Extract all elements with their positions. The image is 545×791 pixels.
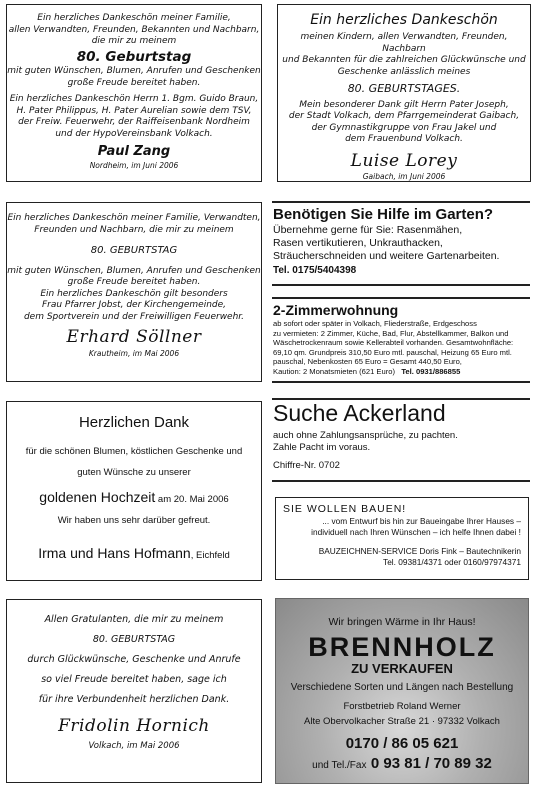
drafting-service-ad bbox=[275, 497, 529, 580]
divider bbox=[272, 284, 530, 286]
intro-line: Geschenke anlässlich meines bbox=[337, 66, 471, 77]
intro-line: allen Verwandten, Freunden, Bekannten und Nachbarn, bbox=[8, 24, 260, 35]
text-line: auch ohne Zahlungsansprüche, zu pachten. bbox=[273, 430, 458, 441]
address: Alte Obervolkacher Straße 21 · 97332 Volkach bbox=[304, 716, 500, 727]
company-name: BAUZEICHNEN-SERVICE Doris Fink – Bautechnikerin bbox=[318, 546, 521, 556]
ad-title: BRENNHOLZ bbox=[308, 632, 496, 662]
wishes-line: große Freude bereitet haben. bbox=[67, 77, 201, 88]
text-line: für ihre Verbundenheit herzlichen Dank. bbox=[38, 694, 230, 705]
company-name: Forstbetrieb Roland Werner bbox=[343, 701, 461, 712]
intro-line: Freunden und Nachbarn, die mir zu meinem bbox=[34, 224, 234, 235]
thank-you-ad-erhard-soellner bbox=[6, 202, 262, 382]
divider bbox=[272, 480, 530, 482]
ad-subtitle: ZU VERKAUFEN bbox=[351, 661, 453, 676]
divider bbox=[272, 201, 530, 203]
thank-you-ad-fridolin-hornich bbox=[6, 599, 262, 783]
wishes-line: mit guten Wünschen, Blumen, Anrufen und Geschenken bbox=[7, 66, 261, 76]
text-line: so viel Freude bereitet haben, sage ich bbox=[41, 674, 227, 685]
thanks-line: Frau Pfarrer Jobst, der Kirchengemeinde, bbox=[41, 300, 227, 310]
flat-rental-ad bbox=[273, 301, 535, 376]
text-line: Übernehme gerne für Sie: Rasenmähen, bbox=[273, 224, 463, 236]
thanks-line: der Gymnastikgruppe von Frau Jakel und bbox=[311, 122, 497, 133]
text-line: Sträucherschneiden und weitere Gartenarbeiten. bbox=[273, 250, 500, 262]
signature: Irma und Hans Hofmann bbox=[38, 545, 191, 561]
ad-title: SIE WOLLEN BAUEN! bbox=[283, 503, 407, 515]
tagline: Wir bringen Wärme in Ihr Haus! bbox=[328, 616, 476, 628]
place-date: Nordheim, im Juni 2006 bbox=[89, 160, 179, 170]
signature: Luise Lorey bbox=[350, 150, 458, 171]
text-line: pauschal, Nebenkosten 65 Euro = Gesamt 440,50 Euro, bbox=[273, 357, 462, 366]
thank-you-ad-paul-zang bbox=[6, 4, 262, 182]
ad-title: 2-Zimmerwohnung bbox=[273, 302, 399, 318]
signature: Fridolin Hornich bbox=[58, 716, 210, 736]
place-date: Krautheim, im Mai 2006 bbox=[88, 348, 180, 358]
signature-place: , Eichfeld bbox=[190, 550, 230, 561]
phone: 0170 / 86 05 621 bbox=[345, 735, 459, 752]
garden-help-ad bbox=[273, 205, 533, 278]
chiffre-number: Chiffre-Nr. 0702 bbox=[273, 460, 340, 471]
phone: Tel. 0175/5404398 bbox=[273, 265, 357, 276]
farmland-wanted-ad bbox=[273, 399, 533, 472]
occasion-date: am 20. Mai 2006 bbox=[155, 494, 229, 505]
intro-line: Ein herzliches Dankeschön meiner Familie, Verwandten, bbox=[7, 213, 261, 223]
thanks-line: dem Sportverein und der Freiwilligen Feuerwehr. bbox=[23, 311, 245, 322]
ad-title: Herzlichen Dank bbox=[78, 414, 190, 431]
text-line: Wäschetrockenraum sowie Kellerabteil vorhanden. Gesamtwohnfläche: bbox=[273, 338, 514, 347]
divider bbox=[272, 381, 530, 383]
thanks-line: dem Frauenbund Volkach. bbox=[345, 134, 463, 144]
thanks-line: Ein herzliches Dankeschön Herrn 1. Bgm. Guido Braun, bbox=[9, 94, 259, 104]
intro-line: und Bekannten für die zahlreichen Glückwünsche und bbox=[282, 55, 526, 65]
occasion: 80. Geburtstag bbox=[76, 48, 192, 65]
text-line: Rasen vertikutieren, Unkrauthacken, bbox=[273, 237, 443, 249]
thanks-line: der Stadt Volkach, dem Pfarrgemeinderat Gaibach, bbox=[288, 111, 520, 121]
signature: Paul Zang bbox=[97, 144, 171, 159]
text-line: Kaution: 2 Monatsmieten (621 Euro) bbox=[273, 366, 395, 376]
place-date: Volkach, im Mai 2006 bbox=[88, 741, 180, 751]
ad-title: Ein herzliches Dankeschön bbox=[310, 12, 498, 28]
description: Verschiedene Sorten und Längen nach Bestellung bbox=[290, 682, 514, 693]
text-line: individuell nach Ihren Wünschen – ich helfe Ihnen dabei ! bbox=[311, 527, 521, 537]
wishes-line: mit guten Wünschen, Blumen, Anrufen und Geschenken bbox=[7, 265, 261, 276]
text-line: ab sofort oder später in Volkach, Fliederstraße, Erdgeschoss bbox=[273, 319, 477, 328]
thanks-line: H. Pater Philippus, H. Pater Aurelian sowie dem TSV, bbox=[16, 105, 252, 116]
phone: Tel. 0931/886855 bbox=[401, 366, 461, 376]
intro-line: meinen Kindern, allen Verwandten, Freunden, Nachbarn bbox=[300, 32, 508, 54]
place-date: Gaibach, im Juni 2006 bbox=[362, 172, 446, 181]
thanks-line: und der HypoVereinsbank Volkach. bbox=[55, 128, 213, 139]
intro-line: Allen Gratulanten, die mir zu meinem bbox=[44, 614, 224, 625]
text-line: guten Wünsche zu unserer bbox=[77, 467, 191, 478]
text-line: ... vom Entwurf bis hin zur Baueingabe Ihrer Hauses – bbox=[322, 516, 521, 526]
text-line: Zahle Pacht im voraus. bbox=[273, 442, 371, 453]
text-line: für die schönen Blumen, köstlichen Geschenke und bbox=[25, 446, 243, 457]
occasion: goldenen Hochzeit bbox=[39, 489, 156, 505]
thank-you-ad-hofmann bbox=[6, 401, 262, 581]
ad-title: Benötigen Sie Hilfe im Garten? bbox=[273, 206, 494, 223]
occasion: 80. GEBURTSTAG bbox=[90, 245, 178, 256]
intro-line: Ein herzliches Dankeschön meiner Familie, bbox=[37, 13, 231, 23]
thanks-line: Ein herzliches Dankeschön gilt besonders bbox=[40, 288, 228, 299]
text-line: durch Glückwünsche, Geschenke und Anrufe bbox=[27, 654, 241, 665]
intro-line: die mir zu meinem bbox=[91, 36, 177, 46]
occasion: 80. GEBURTSTAG bbox=[92, 634, 176, 645]
divider bbox=[272, 297, 530, 299]
phone-label: und Tel./Fax bbox=[312, 760, 367, 771]
text-line: 69,10 qm. Grundpreis 310,50 Euro mtl. pauschal, Heizung 65 Euro mtl. bbox=[273, 347, 512, 357]
signature: Erhard Söllner bbox=[66, 327, 202, 347]
occasion: 80. GEBURTSTAGES. bbox=[347, 82, 461, 95]
closing-line: Wir haben uns sehr darüber gefreut. bbox=[57, 515, 211, 526]
wishes-line: große Freude bereitet haben. bbox=[67, 277, 201, 287]
ad-title: Suche Ackerland bbox=[273, 400, 446, 426]
thanks-line: Mein besonderer Dank gilt Herrn Pater Joseph, bbox=[299, 99, 509, 110]
firewood-ad bbox=[275, 598, 529, 784]
phone: Tel. 09381/4371 oder 0160/97974371 bbox=[383, 557, 521, 567]
thank-you-ad-luise-lorey bbox=[277, 4, 531, 182]
text-line: zu vermieten: 2 Zimmer, Küche, Bad, Flur, Abstellkammer, Balkon und bbox=[273, 328, 509, 338]
phone: 0 93 81 / 70 89 32 bbox=[370, 755, 492, 772]
thanks-line: der Freiw. Feuerwehr, der Raiffeisenbank Nordheim bbox=[18, 117, 250, 127]
